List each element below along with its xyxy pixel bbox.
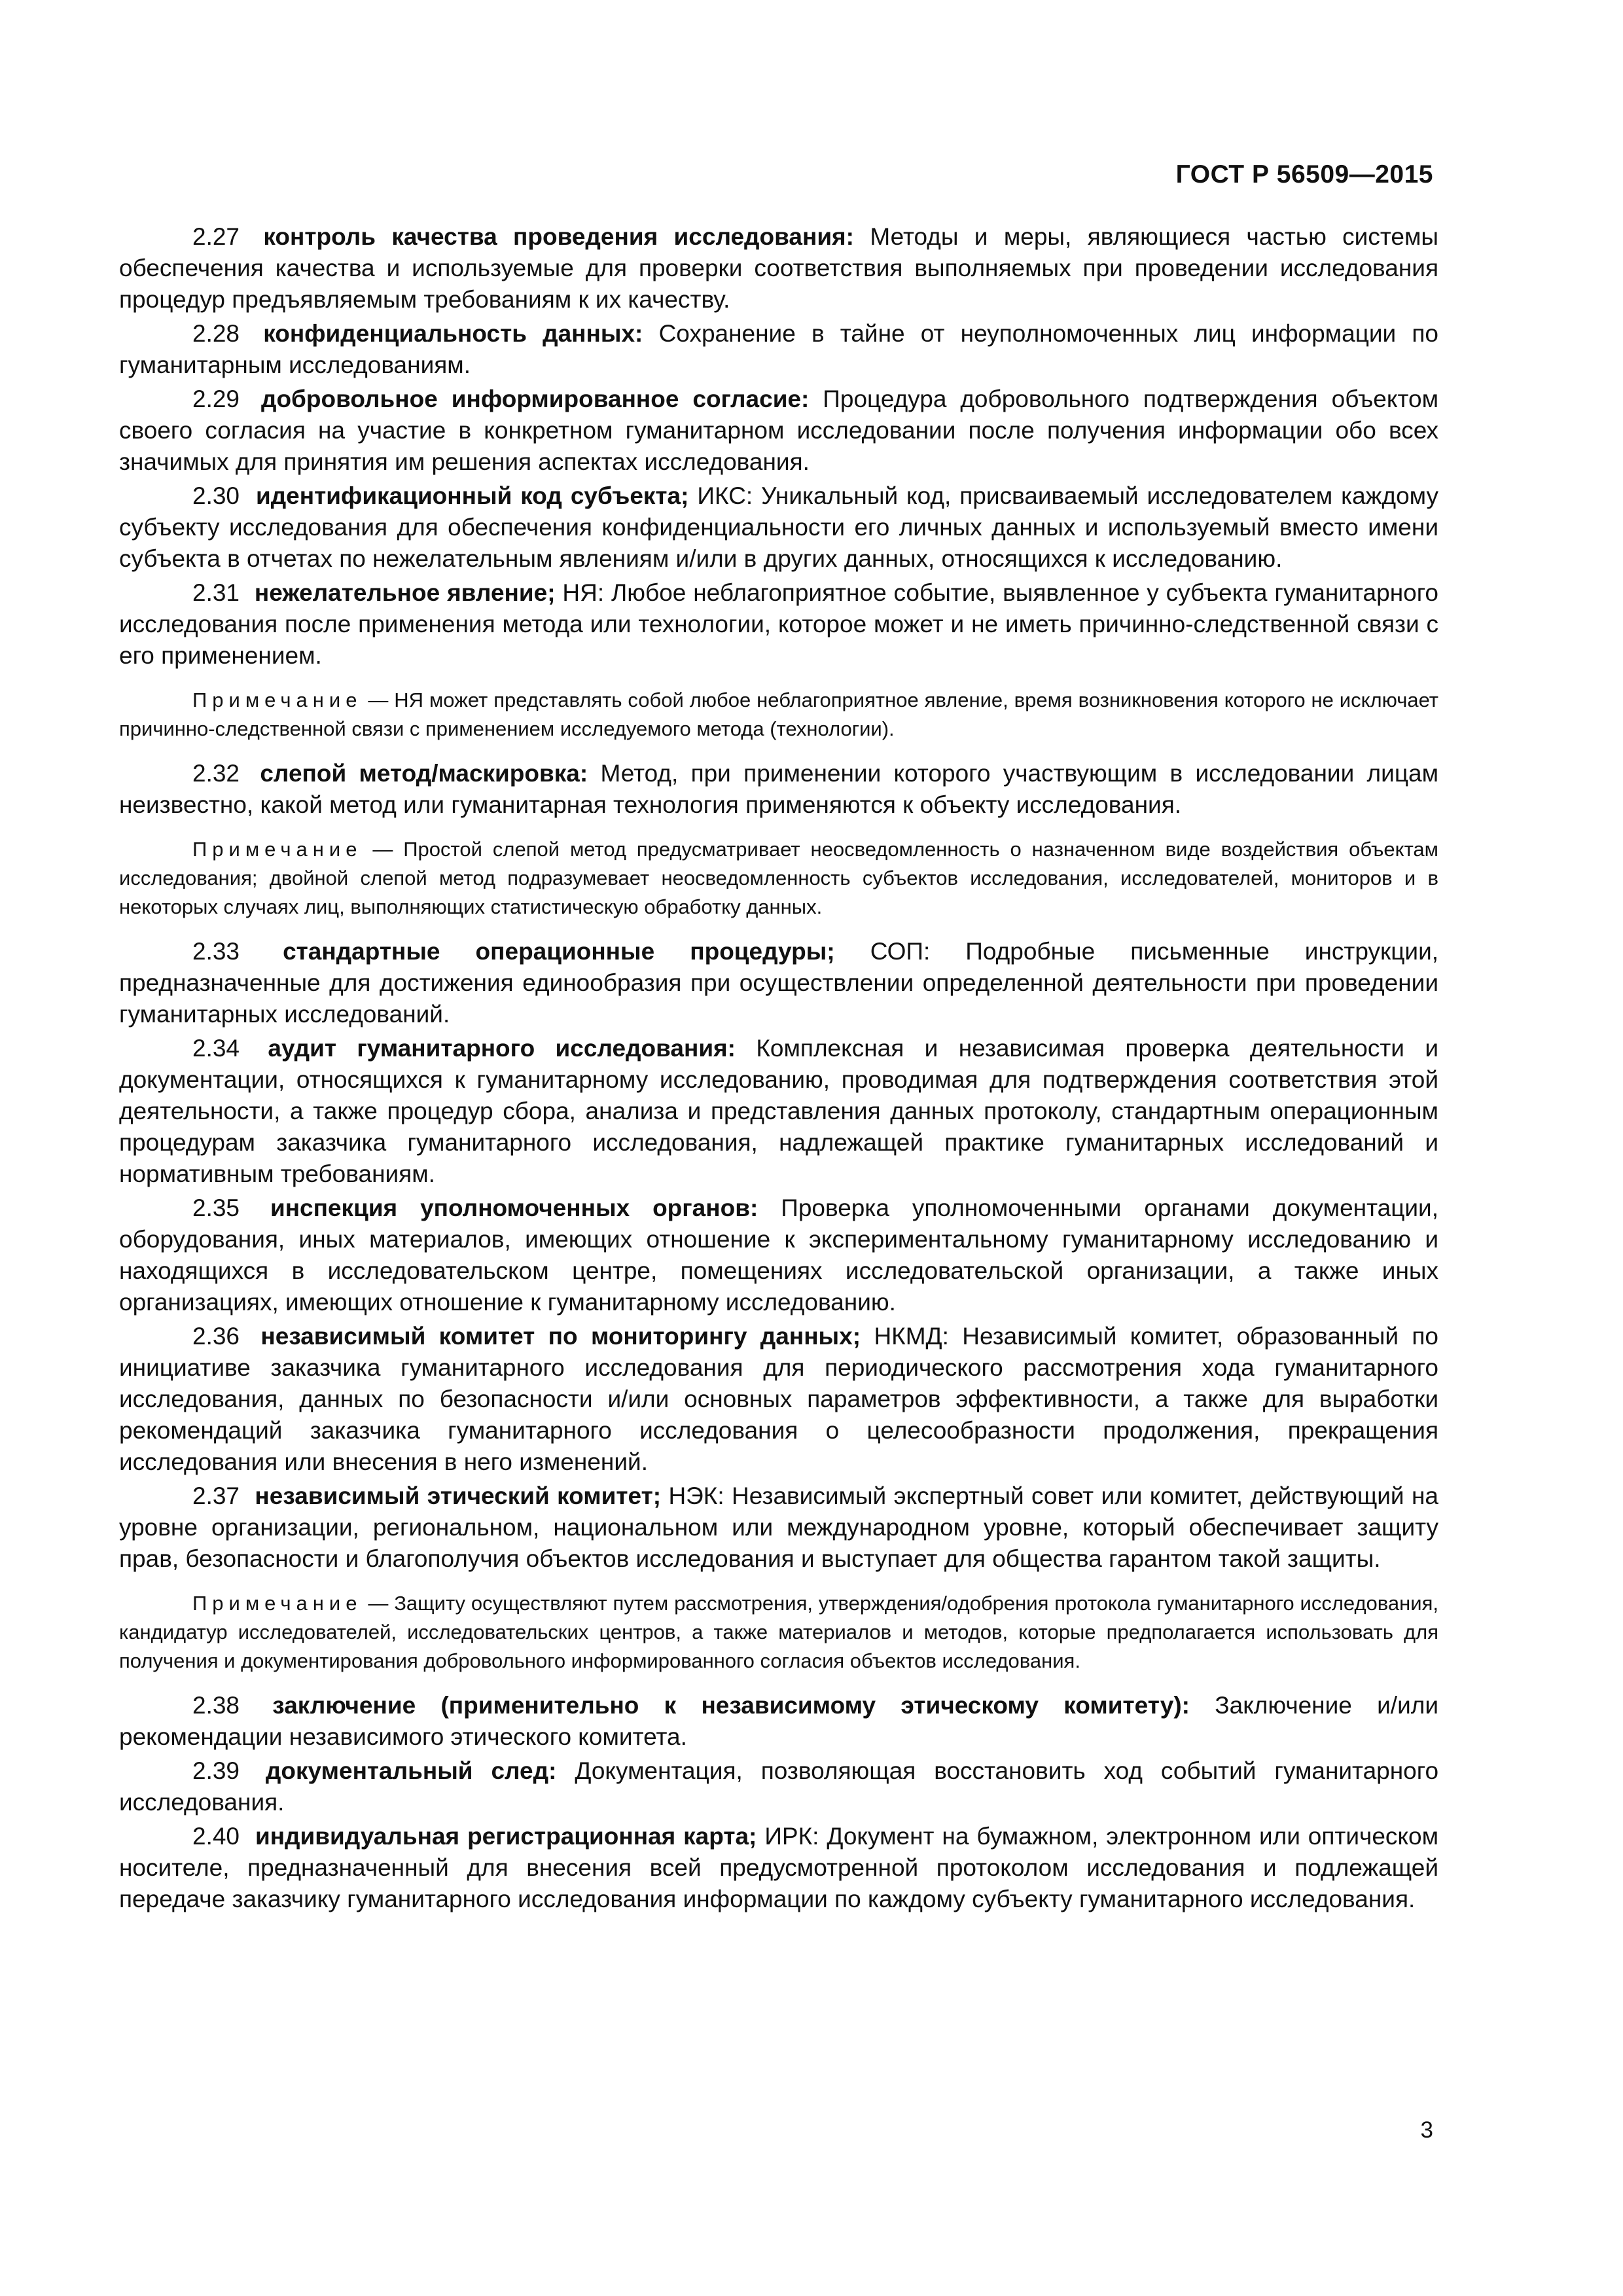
term-definition <box>119 318 1438 381</box>
term-body: Сохранение в тайне от неуполномоченных лиц информации по гуманитарным исследованиям. <box>119 320 1439 378</box>
term-number: 2.27 <box>192 223 240 250</box>
term-definition <box>119 480 1438 575</box>
term-body: Метод, при применении которого участвующим в исследовании лицам неизвестно, какой метод или гуманитарная технология применяются к объекту исследования. <box>119 760 1439 818</box>
term-body: НЯ: Любое неблагоприятное событие, выявленное у субъекта гуманитарного исследования после применения метода или технологии, которое может и не иметь причинно-следственной связи с его применением. <box>119 579 1438 669</box>
term-definition <box>119 936 1438 1030</box>
term-definition <box>119 1480 1438 1575</box>
term-body: СОП: Подробные письменные инструкции, предназначенные для достижения единообразия при осуществлении определенной деятельности при проведении гуманитарных исследований. <box>119 938 1439 1028</box>
term-definition <box>119 1755 1438 1818</box>
term-name: конфиденциальность данных: <box>263 320 643 347</box>
term-number: 2.38 <box>192 1692 240 1719</box>
term-number: 2.36 <box>192 1323 240 1350</box>
term-number: 2.33 <box>192 938 240 965</box>
term-body: Документация, позволяющая восстановить ход событий гуманитарного исследования. <box>119 1757 1439 1816</box>
document-body <box>119 221 1438 1918</box>
term-name: контроль качества проведения исследования: <box>263 223 854 250</box>
term-number: 2.34 <box>192 1035 240 1062</box>
term-body: Заключение и/или рекомендации независимого этического комитета. <box>119 1692 1438 1750</box>
term-definition <box>119 384 1438 478</box>
note-body: — НЯ может представлять собой любое неблагоприятное явление, время возникновения которого не исключает причинно-следственной связи с применением исследуемого метода (технологии). <box>119 689 1438 740</box>
term-body: НЭК: Независимый экспертный совет или комитет, действующий на уровне организации, региональном, национальном или международном уровне, который обеспечивает защиту прав, безопасности и благополучия объектов исследования и выступает для общества гарантом такой защиты. <box>119 1482 1439 1572</box>
term-definition <box>119 1821 1438 1915</box>
term-body: ИРК: Документ на бумажном, электронном или оптическом носителе, предназначенный для внесения всей предусмотренной протоколом исследования и подлежащей передаче заказчику гуманитарного исследования информации по каждому субъекту гуманитарного исследования. <box>119 1823 1439 1912</box>
term-name: документальный след: <box>265 1757 557 1784</box>
note-label: Примечание <box>192 838 363 861</box>
term-name: стандартные операционные процедуры; <box>283 938 835 965</box>
term-name: аудит гуманитарного исследования: <box>268 1035 736 1062</box>
term-name: индивидуальная регистрационная карта; <box>255 1823 757 1850</box>
term-definition <box>119 1321 1438 1478</box>
term-number: 2.35 <box>192 1194 240 1221</box>
term-number: 2.37 <box>192 1482 240 1509</box>
term-definition <box>119 1193 1438 1318</box>
page-number: 3 <box>1420 2117 1433 2143</box>
term-definition <box>119 758 1438 821</box>
note-body: — Простой слепой метод предусматривает неосведомленность о назначенном виде воздействия объектам исследования; двойной слепой метод подразумевает неосведомленность субъектов исследования, исследователей, мониторов и в некоторых случаях лиц, выполняющих статистическую обработку данных. <box>119 838 1438 918</box>
term-name: независимый этический комитет; <box>255 1482 662 1509</box>
note <box>119 1589 1438 1676</box>
note-body: — Защиту осуществляют путем рассмотрения, утверждения/одобрения протокола гуманитарного исследования, кандидатур исследователей, исследовательских центров, а также материалов и методов, которые предполагается использовать для получения и документирования добровольного информированного согласия объектов исследования. <box>119 1592 1438 1672</box>
term-body: Комплексная и независимая проверка деятельности и документации, относящихся к гуманитарному исследованию, проводимая для подтверждения соответствия этой деятельности, а также процедур сбора, анализа и представления данных протоколу, стандартным операционным процедурам заказчика гуманитарного исследования, надлежащей практике гуманитарных исследований и нормативным требованиям. <box>119 1035 1438 1187</box>
term-definition <box>119 577 1438 672</box>
term-body: Методы и меры, являющиеся частью системы обеспечения качества и используемые для проверки соответствия выполняемых при проведении исследования процедур предъявляемым требованиям к их качеству. <box>119 223 1438 313</box>
term-name: заключение (применительно к независимому этическому комитету): <box>272 1692 1190 1719</box>
term-body: НКМД: Независимый комитет, образованный по инициативе заказчика гуманитарного исследования для периодического рассмотрения хода гуманитарного исследования, данных по безопасности и/или основных параметров эффективности, а также для выработки рекомендаций заказчика гуманитарного исследования о целесообразности продолжения, прекращения исследования или внесения в него изменений. <box>119 1323 1439 1475</box>
term-definition <box>119 1033 1438 1190</box>
note-label: Примечание <box>192 689 363 711</box>
term-body: ИКС: Уникальный код, присваиваемый исследователем каждому субъекту исследования для обеспечения конфиденциальности его личных данных и используемый вместо имени субъекта в отчетах по нежелательным явлениям и/или в других данных, относящихся к исследованию. <box>119 482 1438 572</box>
document-code: ГОСТ Р 56509—2015 <box>1175 160 1433 188</box>
term-number: 2.39 <box>192 1757 240 1784</box>
term-definition <box>119 221 1438 315</box>
term-name: инспекция уполномоченных органов: <box>270 1194 758 1221</box>
term-name: независимый комитет по мониторингу данных; <box>260 1323 861 1350</box>
term-body: Проверка уполномоченными органами документации, оборудования, иных материалов, имеющих отношение к экспериментальному гуманитарному исследованию и находящихся в исследовательском центре, помещениях исследовательской организации, а также иных организациях, имеющих отношение к гуманитарному исследованию. <box>119 1194 1439 1316</box>
note <box>119 835 1438 922</box>
term-number: 2.31 <box>192 579 240 606</box>
term-name: нежелательное явление; <box>254 579 556 606</box>
note <box>119 686 1438 744</box>
term-name: слепой метод/маскировка: <box>260 760 588 787</box>
term-name: идентификационный код субъекта; <box>255 482 689 509</box>
term-name: добровольное информированное согласие: <box>260 386 810 412</box>
term-number: 2.32 <box>192 760 240 787</box>
term-body: Процедура добровольного подтверждения объектом своего согласия на участие в конкретном гуманитарном исследовании после получения информации обо всех значимых для принятия им решения аспектах исследования. <box>119 386 1439 475</box>
note-label: Примечание <box>192 1592 363 1615</box>
term-definition <box>119 1690 1438 1753</box>
term-number: 2.28 <box>192 320 240 347</box>
term-number: 2.30 <box>192 482 240 509</box>
term-number: 2.40 <box>192 1823 240 1850</box>
term-number: 2.29 <box>192 386 240 412</box>
